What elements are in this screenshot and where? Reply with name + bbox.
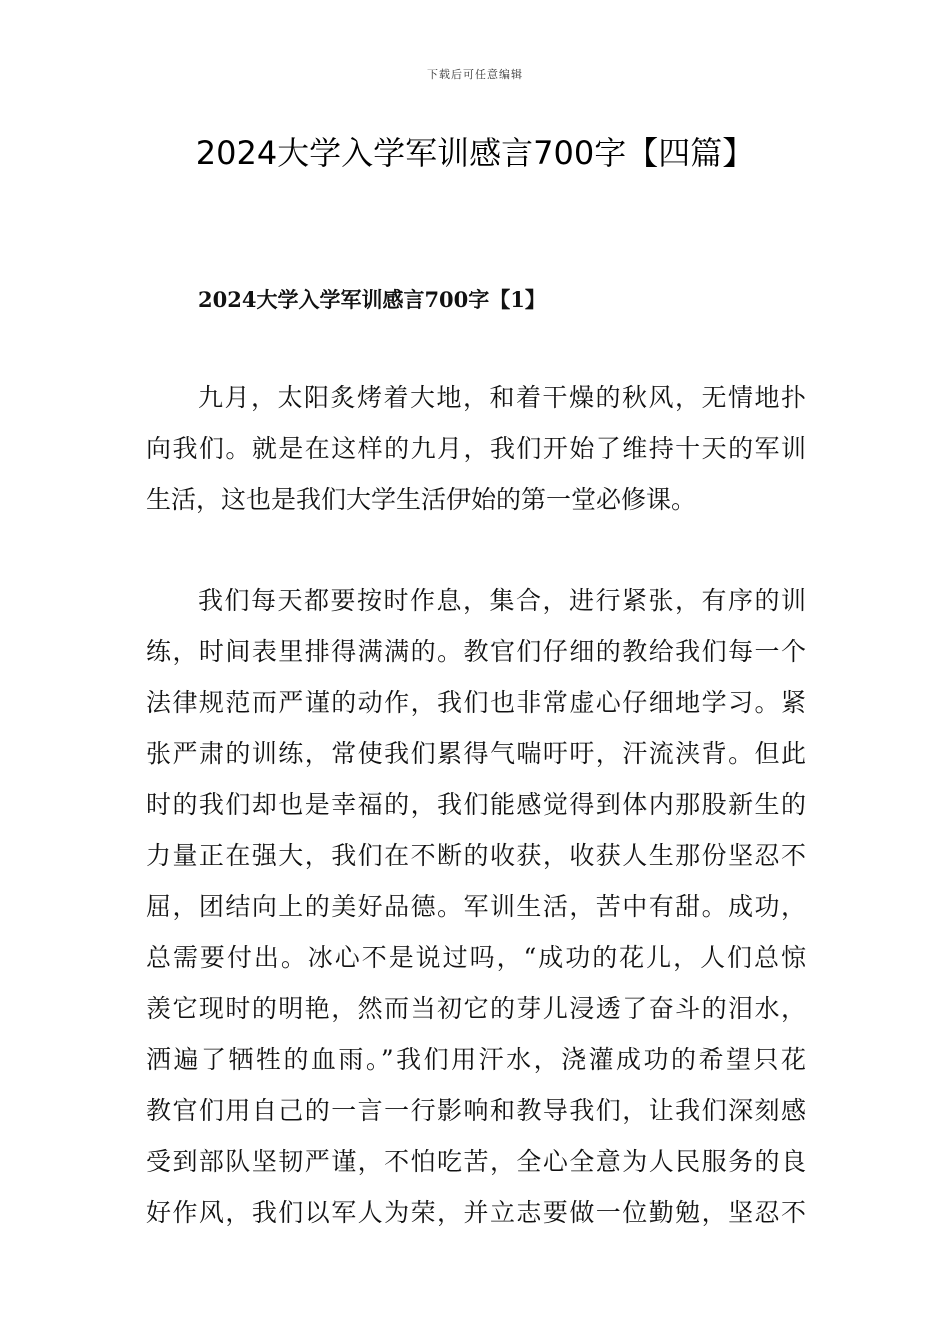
paragraph-line: 九月，太阳炙烤着大地，和着干燥的秋风，无情地扑 (198, 383, 806, 412)
paragraph-line: 洒遍了牺牲的血雨。”我们用汗水，浇灌成功的希望只花 (146, 1045, 806, 1074)
paragraph-line: 张严肃的训练，常使我们累得气喘吁吁，汗流浃背。但此 (146, 739, 806, 768)
header-note: 下载后可任意编辑 (427, 68, 523, 81)
document-title: 2024大学入学军训感言700字【四篇】 (195, 134, 755, 172)
paragraph-line: 我们每天都要按时作息，集合，进行紧张，有序的训 (198, 586, 806, 615)
paragraph (146, 575, 806, 1238)
paragraph-line: 练，时间表里排得满满的。教官们仔细的教给我们每一个 (146, 637, 806, 666)
paragraph-line: 时的我们却也是幸福的，我们能感觉得到体内那股新生的 (146, 790, 806, 819)
paragraph-line: 法律规范而严谨的动作，我们也非常虚心仔细地学习。紧 (146, 688, 806, 717)
paragraph-line: 好作风，我们以军人为荣，并立志要做一位勤勉，坚忍不 (146, 1198, 806, 1227)
paragraph-line: 教官们用自己的一言一行影响和教导我们，让我们深刻感 (146, 1096, 806, 1125)
paragraph (146, 372, 806, 525)
paragraph-line: 羡它现时的明艳，然而当初它的芽儿浸透了奋斗的泪水， (146, 994, 806, 1023)
section-heading: 2024大学入学军训感言700字【1】 (198, 287, 546, 312)
paragraph-line: 生活，这也是我们大学生活伊始的第一堂必修课。 (146, 485, 697, 514)
paragraph-line: 向我们。就是在这样的九月，我们开始了维持十天的军训 (146, 434, 806, 463)
paragraph-line: 总需要付出。冰心不是说过吗，“成功的花儿，人们总惊 (146, 943, 806, 972)
paragraph-line: 受到部队坚韧严谨，不怕吃苦，全心全意为人民服务的良 (146, 1147, 806, 1176)
paragraph-line: 屈，团结向上的美好品德。军训生活，苦中有甜。成功， (146, 892, 806, 921)
paragraph-line: 力量正在强大，我们在不断的收获，收获人生那份坚忍不 (146, 841, 806, 870)
